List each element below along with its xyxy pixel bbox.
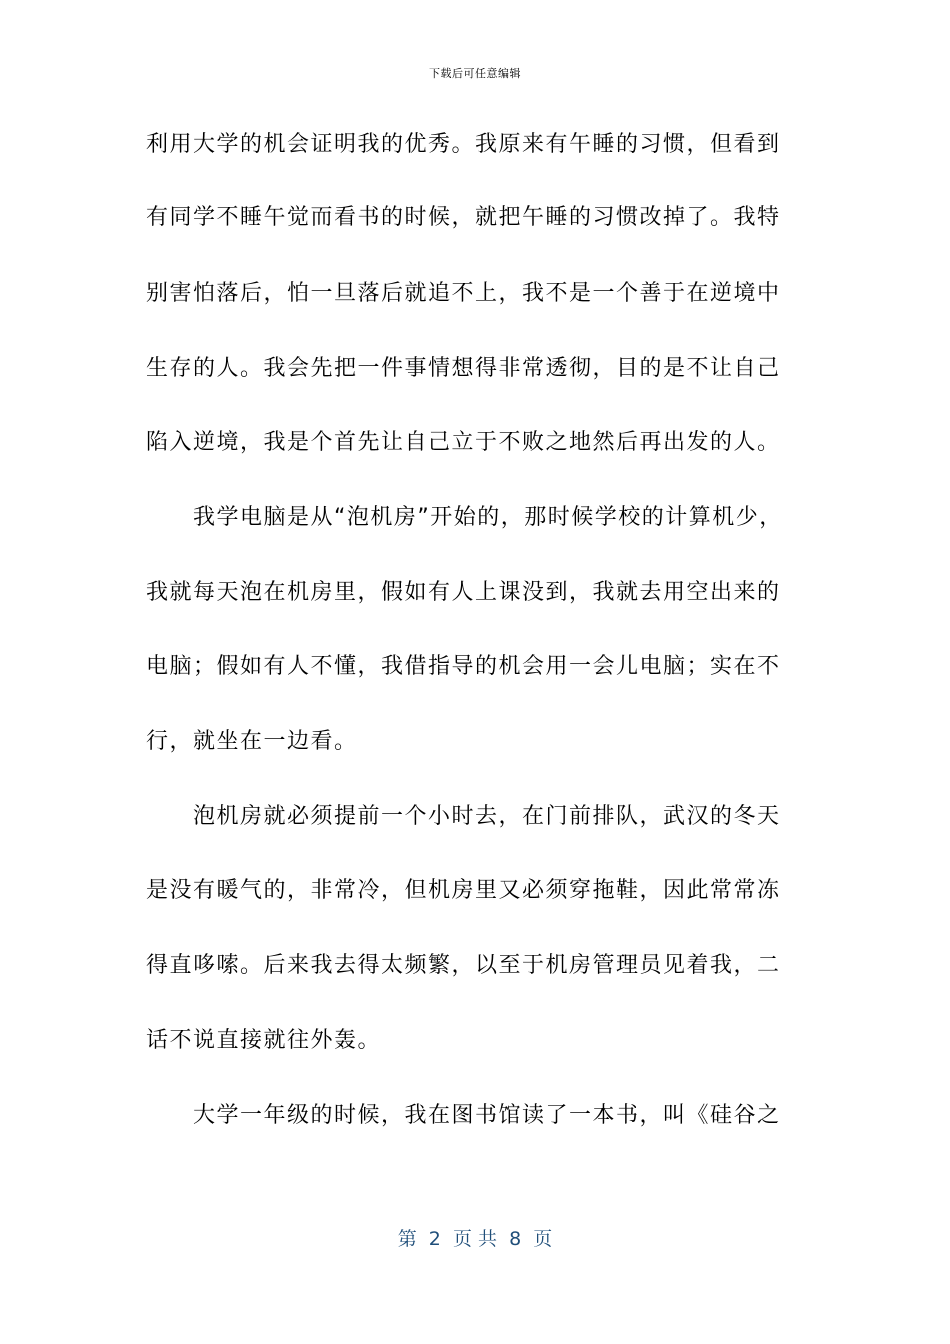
text-line-11: 是没有暖气的，非常冷，但机房里又必须穿拖鞋，因此常常冻 xyxy=(146,878,781,903)
text-line-13: 话不说直接就往外轰。 xyxy=(146,1028,382,1053)
text-line-14: 大学一年级的时候，我在图书馆读了一本书，叫《硅谷之 xyxy=(193,1103,781,1128)
text-line-2: 有同学不睡午觉而看书的时候，就把午睡的习惯改掉了。我特 xyxy=(146,205,781,230)
text-line-10: 泡机房就必须提前一个小时去，在门前排队，武汉的冬天 xyxy=(193,804,781,829)
text-line-8: 电脑；假如有人不懂，我借指导的机会用一会儿电脑；实在不 xyxy=(146,654,781,679)
page-footer: 第 2 页 共 8 页 xyxy=(397,1228,553,1250)
page-header: 下载后可任意编辑 xyxy=(429,67,521,80)
text-line-4: 生存的人。我会先把一件事情想得非常透彻，目的是不让自己 xyxy=(146,356,781,381)
text-line-7: 我就每天泡在机房里，假如有人上课没到，我就去用空出来的 xyxy=(146,580,781,605)
text-line-6: 我学电脑是从“泡机房”开始的，那时候学校的计算机少， xyxy=(193,505,783,530)
text-line-3: 别害怕落后，怕一旦落后就追不上，我不是一个善于在逆境中 xyxy=(146,281,781,306)
text-line-12: 得直哆嗦。后来我去得太频繁，以至于机房管理员见着我，二 xyxy=(146,953,781,978)
text-line-5: 陷入逆境，我是个首先让自己立于不败之地然后再出发的人。 xyxy=(146,430,781,455)
text-line-1: 利用大学的机会证明我的优秀。我原来有午睡的习惯，但看到 xyxy=(146,132,781,157)
text-line-9: 行，就坐在一边看。 xyxy=(146,729,358,754)
